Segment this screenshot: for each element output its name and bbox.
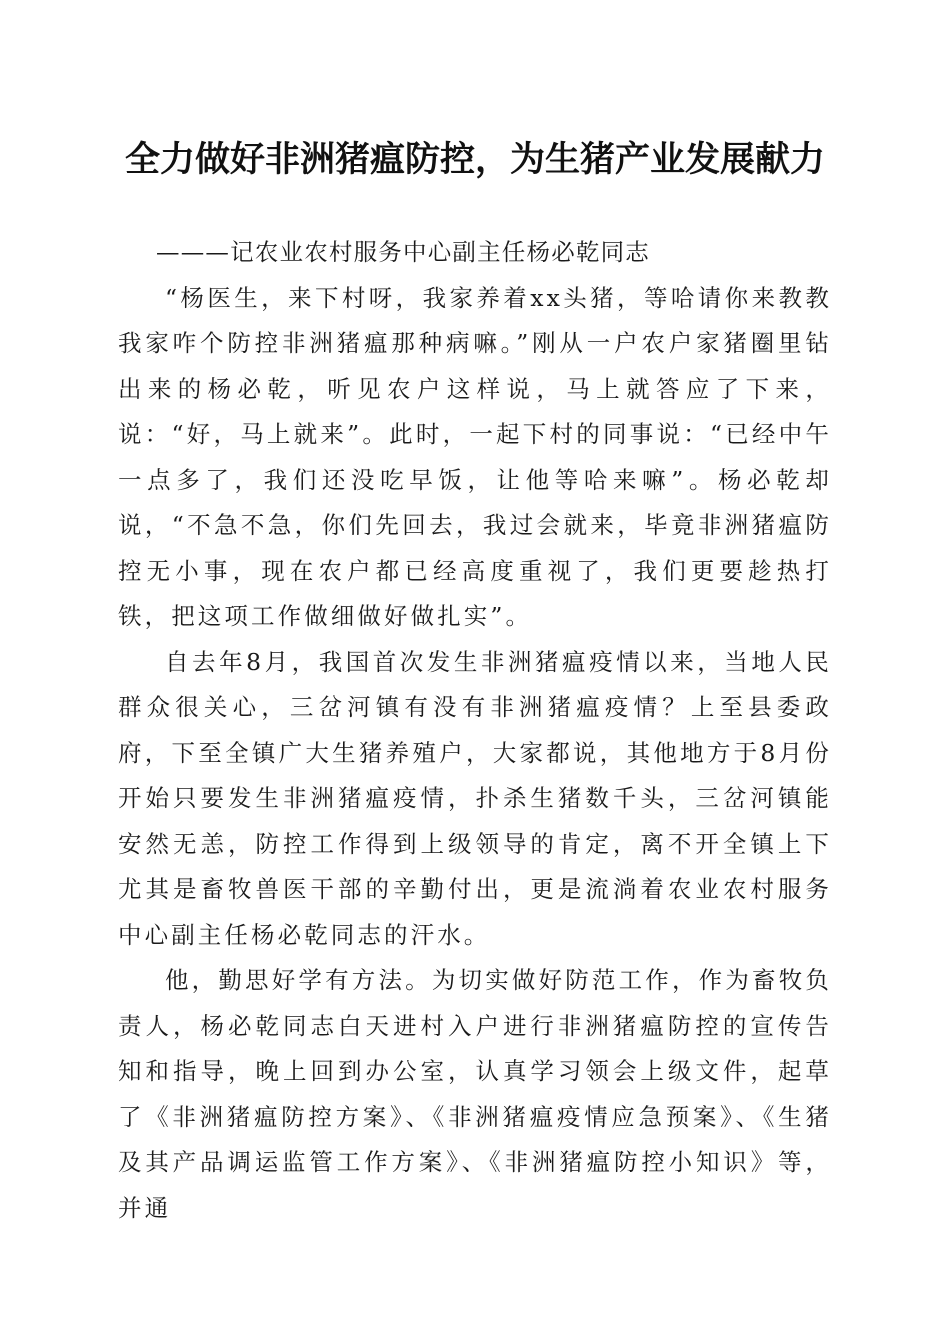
- paragraph-1: “杨医生，来下村呀，我家养着xx头猪，等哈请你来教教我家咋个防控非洲猪瘟那种病嘛。”刚从一户农户家猪圈里钻出来的杨必乾，听见农户这样说，马上就答应了下来，说：“好，马上就来”。此时，一起下村的同事说：“已经中午一点多了，我们还没吃早饭，让他等哈来嘛”。杨必乾却说，“不急不急，你们先回去，我过会就来，毕竟非洲猪瘟防控无小事，现在农户都已经高度重视了，我们更要趁热打铁，把这项工作做细做好做扎实”。: [118, 283, 832, 630]
- document-body: [118, 230, 832, 1231]
- paragraph-2: 自去年8月，我国首次发生非洲猪瘟疫情以来，当地人民群众很关心，三岔河镇有没有非洲猪瘟疫情？上至县委政府，下至全镇广大生猪养殖户，大家都说，其他地方于8月份开始只要发生非洲猪瘟疫情，扑杀生猪数千头，三岔河镇能安然无恙，防控工作得到上级领导的肯定，离不开全镇上下尤其是畜牧兽医干部的辛勤付出，更是流淌着农业农村服务中心副主任杨必乾同志的汗水。: [118, 647, 832, 949]
- document-subtitle: ———记农业农村服务中心副主任杨必乾同志: [156, 238, 650, 266]
- paragraph-3: 他，勤思好学有方法。为切实做好防范工作，作为畜牧负责人，杨必乾同志白天进村入户进行非洲猪瘟防控的宣传告知和指导，晚上回到办公室，认真学习领会上级文件，起草了《非洲猪瘟防控方案》、《非洲猪瘟疫情应急预案》、《生猪及其产品调运监管工作方案》、《非洲猪瘟防控小知识》等，并通: [118, 966, 832, 1222]
- document-title: 全力做好非洲猪瘟防控，为生猪产业发展献力: [124, 139, 825, 180]
